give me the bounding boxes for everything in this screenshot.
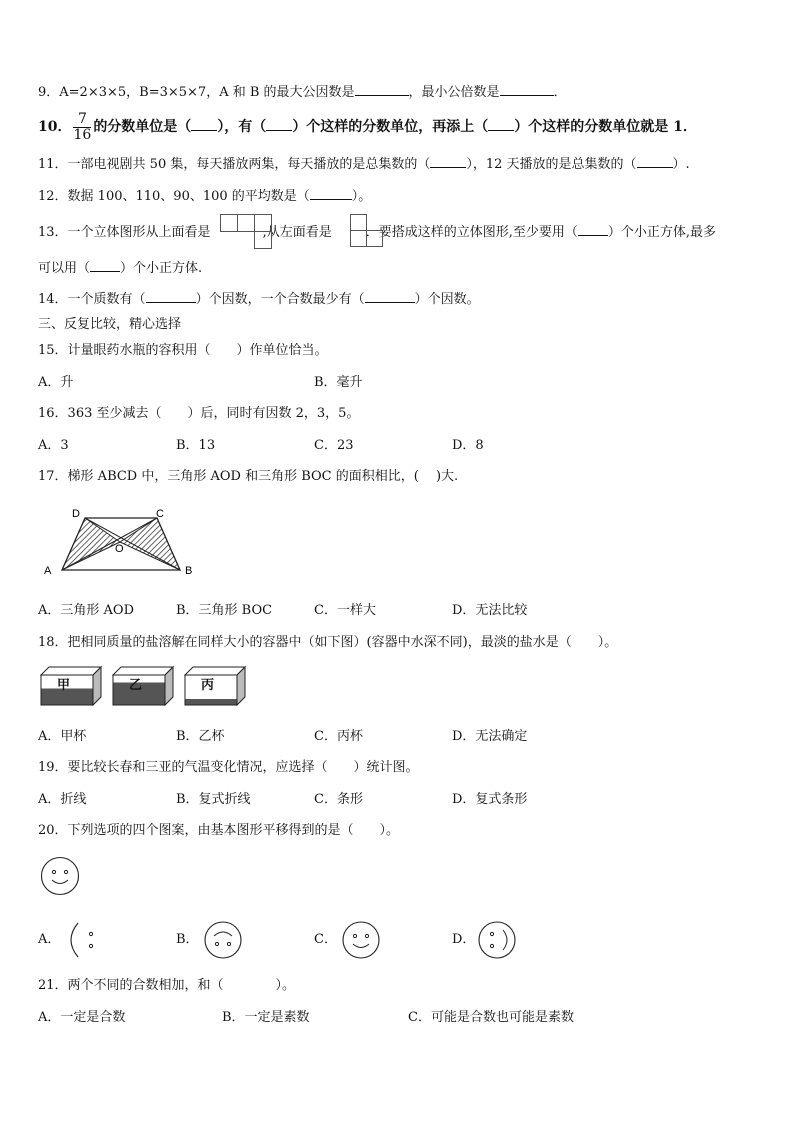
question-number: 10． — [38, 119, 72, 135]
question-number: 16． — [38, 406, 68, 421]
answer-blank[interactable] — [500, 83, 554, 96]
option-b[interactable]: B．一定是素数 — [222, 1010, 310, 1025]
answer-blank[interactable] — [430, 155, 466, 168]
left-view-figure — [350, 214, 384, 250]
option-c[interactable]: C．条形 — [314, 792, 363, 807]
section-heading: 三、反复比较，精心选择 — [38, 317, 182, 332]
question-13-continued: 可以用（ ）个小正方体. — [38, 261, 203, 276]
container-yi — [113, 667, 173, 705]
option-c[interactable]: C．一样大 — [314, 603, 376, 618]
answer-blank[interactable] — [365, 290, 415, 303]
option-c-figure[interactable] — [340, 920, 382, 960]
answer-blank[interactable] — [310, 187, 352, 200]
question-18: 18．把相同质量的盐溶解在同样大小的容器中（如下图）(容器中水深不同)，最淡的盐水是（ ）。 — [38, 635, 618, 650]
question-13: 13．一个立体图形从上面看是 ,从左面看是 ．要搭成这样的立体图形,至少要用（ ）个小正方体,最多 — [38, 225, 716, 240]
answer-blank[interactable] — [637, 155, 673, 168]
answer-blank[interactable] — [488, 118, 514, 131]
option-d-label[interactable]: D． — [452, 932, 476, 947]
answer-blank[interactable] — [146, 290, 196, 303]
option-a[interactable]: A．升 — [38, 375, 74, 390]
question-21: 21．两个不同的合数相加，和（ ）。 — [38, 978, 296, 993]
option-a[interactable]: A．折线 — [38, 792, 87, 807]
option-b[interactable]: B．三角形 BOC — [176, 603, 273, 618]
option-b[interactable]: B．复式折线 — [176, 792, 251, 807]
question-number: 13． — [38, 225, 68, 240]
option-b[interactable]: B．毫升 — [314, 375, 363, 390]
question-12: 12．数据 100、110、90、100 的平均数是（ ）。 — [38, 189, 372, 204]
option-a-figure[interactable] — [66, 920, 108, 960]
question-11: 11．一部电视剧共 50 集，每天播放两集，每天播放的是总集数的（ ），12 天播放的是总集数的（ ）. — [38, 157, 690, 172]
option-c-label[interactable]: C． — [314, 932, 337, 947]
question-number: 19． — [38, 760, 68, 775]
option-b-figure[interactable] — [202, 920, 244, 960]
answer-blank[interactable] — [90, 259, 120, 272]
label-c: C — [156, 508, 164, 520]
option-a[interactable]: A．甲杯 — [38, 729, 87, 744]
question-19: 19．要比较长春和三亚的气温变化情况，应选择（ ）统计图。 — [38, 760, 419, 775]
question-20: 20．下列选项的四个图案，由基本图形平移得到的是（ ）。 — [38, 823, 400, 838]
salt-water-containers — [40, 666, 230, 714]
option-c[interactable]: C．可能是合数也可能是素数 — [408, 1010, 574, 1025]
label-o: O — [115, 543, 124, 555]
option-c[interactable]: C．丙杯 — [314, 729, 363, 744]
question-number: 21． — [38, 978, 68, 993]
question-10: 10． $\frac{7}{16}$ 的分数单位是（ ），有（ ）个这样的分数单位，再添上（ ）个这样的分数单位就是 1． — [38, 110, 697, 143]
option-d[interactable]: D．复式条形 — [452, 792, 528, 807]
question-17: 17．梯形 ABCD 中，三角形 AOD 和三角形 BOC 的面积相比，( )大. — [38, 469, 459, 484]
option-d-figure[interactable] — [476, 920, 518, 960]
question-number: 17． — [38, 469, 68, 484]
smiley-base-figure — [40, 856, 82, 898]
trapezoid-figure — [40, 503, 200, 579]
label-b: B — [185, 565, 193, 577]
container-label: 乙 — [129, 678, 143, 693]
option-a[interactable]: A．三角形 AOD — [38, 603, 134, 618]
answer-blank[interactable] — [355, 83, 409, 96]
option-b-label[interactable]: B． — [176, 932, 199, 947]
triangle-boc — [120, 518, 180, 570]
question-14: 14．一个质数有（ ）个因数，一个合数最少有（ ）个因数。 — [38, 292, 480, 307]
triangle-aod — [62, 518, 120, 570]
answer-blank[interactable] — [266, 118, 292, 131]
label-a: A — [44, 565, 52, 577]
question-number: 9． — [38, 85, 60, 100]
question-9: 9．A=2×3×5，B=3×5×7，A 和 B 的最大公因数是 ，最小公倍数是 ． — [38, 85, 567, 100]
question-number: 14． — [38, 292, 68, 307]
question-15: 15．计量眼药水瓶的容积用（ ）作单位恰当。 — [38, 343, 328, 358]
container-label: 丙 — [201, 678, 215, 693]
question-number: 11． — [38, 157, 68, 172]
question-16: 16．363 至少减去（ ）后，同时有因数 2，3，5。 — [38, 406, 360, 421]
top-view-figure — [220, 214, 272, 250]
option-a-label[interactable]: A． — [38, 932, 61, 947]
option-b[interactable]: B．乙杯 — [176, 729, 225, 744]
question-number: 20． — [38, 823, 68, 838]
question-number: 12． — [38, 189, 68, 204]
option-c[interactable]: C．23 — [314, 438, 354, 453]
question-number: 15． — [38, 343, 68, 358]
option-a[interactable]: A．一定是合数 — [38, 1010, 126, 1025]
option-a[interactable]: A．3 — [38, 438, 69, 453]
fraction: $\frac{7}{16}$ — [73, 110, 92, 143]
option-d[interactable]: D．8 — [452, 438, 484, 453]
answer-blank[interactable] — [191, 118, 217, 131]
question-number: 18． — [38, 635, 68, 650]
container-label: 甲 — [57, 678, 71, 693]
option-d[interactable]: D．无法比较 — [452, 603, 528, 618]
answer-blank[interactable] — [578, 223, 608, 236]
option-d[interactable]: D．无法确定 — [452, 729, 528, 744]
container-bing — [185, 667, 245, 705]
container-jia — [41, 667, 101, 705]
option-b[interactable]: B．13 — [176, 438, 216, 453]
label-d: D — [72, 508, 80, 520]
